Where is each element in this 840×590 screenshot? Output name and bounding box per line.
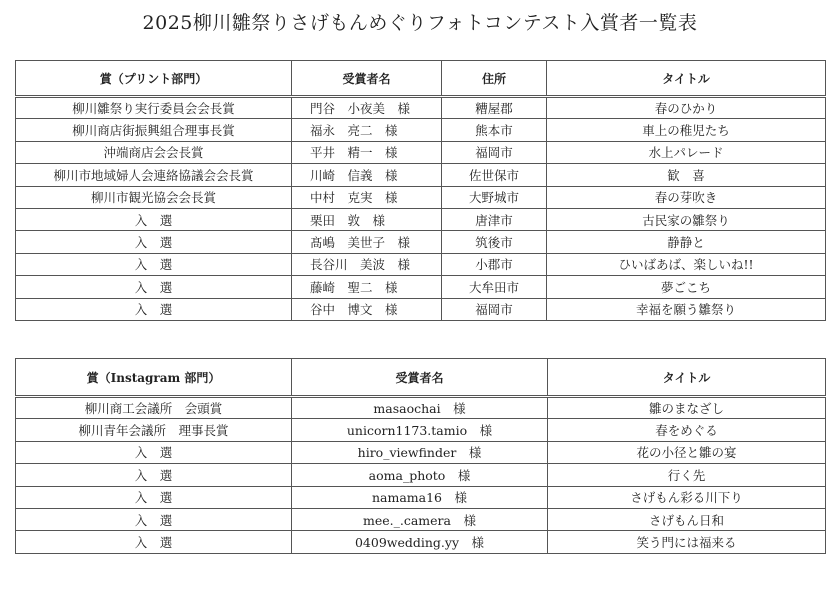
table-row (16, 164, 826, 186)
award-cell: 入 選 (16, 464, 292, 486)
address-cell: 佐世保市 (442, 164, 547, 186)
photo-title-cell: 歓 喜 (547, 164, 826, 186)
photo-title-cell: 古民家の雛祭り (547, 208, 826, 230)
table-row (16, 464, 826, 486)
table-row (16, 276, 826, 298)
winner-name-cell: 栗田 敦 様 (292, 208, 442, 230)
award-cell: 柳川市観光協会会長賞 (16, 186, 292, 208)
header-title: タイトル (548, 359, 826, 397)
winner-name-cell: 川崎 信義 様 (292, 164, 442, 186)
address-cell: 唐津市 (442, 208, 547, 230)
table-row (16, 253, 826, 275)
table-row (16, 441, 826, 463)
photo-title-cell: 夢ごこち (547, 276, 826, 298)
address-cell: 福岡市 (442, 298, 547, 320)
winner-name-cell: 長谷川 美波 様 (292, 253, 442, 275)
award-cell: 入 選 (16, 486, 292, 508)
photo-title-cell: 車上の稚児たち (547, 119, 826, 141)
award-cell: 入 選 (16, 276, 292, 298)
winner-name-cell: masaochai 様 (292, 397, 548, 419)
table-row (16, 141, 826, 163)
award-cell: 入 選 (16, 298, 292, 320)
table-row (16, 419, 826, 441)
photo-title-cell: さげもん彩る川下り (548, 486, 826, 508)
award-cell: 柳川市地域婦人会連絡協議会会長賞 (16, 164, 292, 186)
table-row (16, 97, 826, 119)
photo-title-cell: 春の芽吹き (547, 186, 826, 208)
photo-title-cell: 静静と (547, 231, 826, 253)
winner-name-cell: 髙嶋 美世子 様 (292, 231, 442, 253)
table-row (16, 397, 826, 419)
winner-name-cell: 0409wedding.yy 様 (292, 531, 548, 553)
address-cell: 筑後市 (442, 231, 547, 253)
table-row (16, 208, 826, 230)
award-cell: 入 選 (16, 441, 292, 463)
award-cell: 入 選 (16, 253, 292, 275)
photo-title-cell: 行く先 (548, 464, 826, 486)
header-title: タイトル (547, 61, 826, 97)
address-cell: 小郡市 (442, 253, 547, 275)
photo-title-cell: ひいばあば、楽しいね!! (547, 253, 826, 275)
table-row (16, 531, 826, 553)
table-row (16, 486, 826, 508)
award-cell: 柳川商店街振興組合理事長賞 (16, 119, 292, 141)
winner-name-cell: namama16 様 (292, 486, 548, 508)
page-title: 2025柳川雛祭りさげもんめぐりフォトコンテスト入賞者一覧表 (142, 12, 698, 34)
winner-name-cell: 藤崎 聖二 様 (292, 276, 442, 298)
address-cell: 熊本市 (442, 119, 547, 141)
photo-title-cell: 春をめぐる (548, 419, 826, 441)
address-cell: 大牟田市 (442, 276, 547, 298)
print-awards-table (15, 60, 826, 321)
table-row (16, 119, 826, 141)
winner-name-cell: hiro_viewfinder 様 (292, 441, 548, 463)
table-row (16, 508, 826, 530)
table-row (16, 186, 826, 208)
photo-title-cell: 幸福を願う雛祭り (547, 298, 826, 320)
photo-title-cell: さげもん日和 (548, 508, 826, 530)
header-award: 賞（Instagram 部門） (16, 359, 292, 397)
award-cell: 入 選 (16, 208, 292, 230)
print-table-header-row (16, 61, 826, 97)
header-name: 受賞者名 (292, 359, 548, 397)
header-address: 住所 (442, 61, 547, 97)
header-name: 受賞者名 (292, 61, 442, 97)
instagram-table-header-row (16, 359, 826, 397)
instagram-awards-table (15, 358, 826, 554)
photo-title-cell: 雛のまなざし (548, 397, 826, 419)
award-cell: 入 選 (16, 231, 292, 253)
address-cell: 大野城市 (442, 186, 547, 208)
winner-name-cell: mee._.camera 様 (292, 508, 548, 530)
winner-name-cell: 福永 亮二 様 (292, 119, 442, 141)
address-cell: 福岡市 (442, 141, 547, 163)
winner-name-cell: aoma_photo 様 (292, 464, 548, 486)
award-cell: 柳川雛祭り実行委員会会長賞 (16, 97, 292, 119)
address-cell: 糟屋郡 (442, 97, 547, 119)
winner-name-cell: 平井 精一 様 (292, 141, 442, 163)
winner-name-cell: unicorn1173.tamio 様 (292, 419, 548, 441)
photo-title-cell: 花の小径と雛の宴 (548, 441, 826, 463)
photo-title-cell: 水上パレード (547, 141, 826, 163)
award-cell: 入 選 (16, 508, 292, 530)
photo-title-cell: 笑う門には福来る (548, 531, 826, 553)
award-cell: 入 選 (16, 531, 292, 553)
table-row (16, 231, 826, 253)
winner-name-cell: 中村 克実 様 (292, 186, 442, 208)
award-cell: 柳川商工会議所 会頭賞 (16, 397, 292, 419)
table-row (16, 298, 826, 320)
winner-name-cell: 谷中 博文 様 (292, 298, 442, 320)
photo-title-cell: 春のひかり (547, 97, 826, 119)
header-award: 賞（プリント部門） (16, 61, 292, 97)
winner-name-cell: 門谷 小夜美 様 (292, 97, 442, 119)
award-cell: 柳川青年会議所 理事長賞 (16, 419, 292, 441)
award-cell: 沖端商店会会長賞 (16, 141, 292, 163)
